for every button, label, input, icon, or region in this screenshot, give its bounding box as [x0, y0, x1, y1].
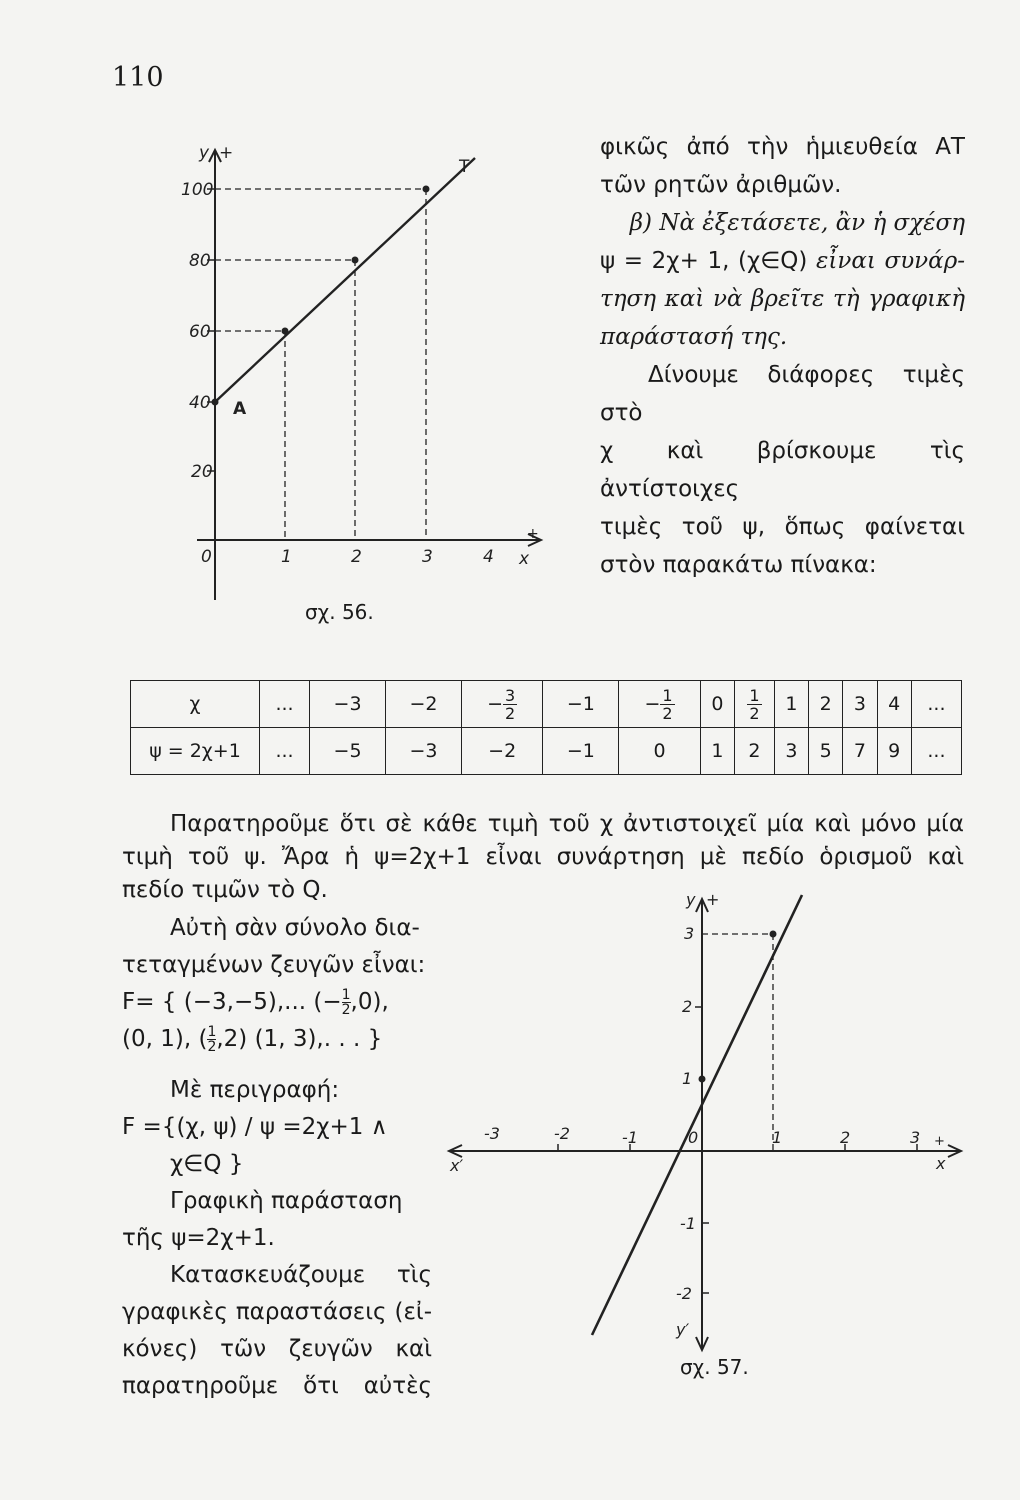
fig56-tick-80: 80	[189, 251, 211, 271]
fig56-line-AT	[215, 158, 475, 402]
table-cell: 3	[774, 728, 808, 775]
after-table-line-3: πεδίο τιμῶν τὸ Q.	[122, 877, 328, 903]
fig57-ytick-3: 3	[684, 924, 695, 943]
table-cell: 2	[809, 681, 843, 728]
fig56-y-label: y	[199, 143, 210, 163]
fig57-y-prime-label: y′	[676, 1320, 690, 1339]
table-cell-frac: − $\frac{3}{2}$	[461, 681, 542, 728]
after-table-line-2: τιμὴ τοῦ ψ. Ἄρα ἡ ψ=2χ+1 εἶναι συνάρτηση μὲ πεδίο ὁρισμοῦ καὶ	[122, 844, 964, 870]
right-line-1: φικῶς ἀπό τὴν ἡμιευθεία ΑΤ	[600, 134, 965, 160]
figure-56	[181, 140, 565, 640]
beta-line-1: β) Νὰ ἐξετάσετε, ἂν ἡ σχέση	[629, 210, 965, 236]
fig57-xtick-2: 2	[840, 1128, 851, 1147]
fig57-ytick-m2: -2	[676, 1284, 692, 1303]
table-cell: ...	[260, 728, 310, 775]
beta-line-2	[600, 242, 965, 280]
table-cell-frac: $\frac{1}{2}$	[735, 681, 775, 728]
left-c2: τῆς ψ=2χ+1.	[122, 1225, 275, 1251]
table-cell: 7	[843, 728, 877, 775]
table-cell: 3	[843, 681, 877, 728]
left-set-2: (0, 1), ( $\frac{1}{2}$ ,2) (1, 3),. . . }	[122, 1024, 383, 1055]
fig57-xtick-m2: -2	[554, 1124, 570, 1143]
beta-line-3: τηση καὶ νὰ βρεῖτε τὴ γραφικὴ	[600, 286, 965, 312]
fig56-point-T: T	[459, 157, 470, 177]
table-cell: −5	[310, 728, 386, 775]
fig56-x-plus: +	[527, 526, 539, 542]
fig57-y-label: y	[686, 890, 696, 909]
fig57-ytick-1: 1	[682, 1069, 693, 1088]
left-column-text	[122, 910, 432, 1405]
fig56-xtick-0: 0	[201, 547, 212, 567]
fig57-caption: σχ. 57.	[680, 1355, 749, 1379]
fig56-point-A: A	[233, 399, 247, 419]
table-cell: 5	[809, 728, 843, 775]
after-table-line-1: Παρατηροῦμε ὅτι σὲ κάθε τιμὴ τοῦ χ ἀντιστοιχεῖ μία καὶ μόνο μία	[170, 811, 964, 837]
table-cell: 1	[774, 681, 808, 728]
fig56-tick-40: 40	[189, 393, 211, 413]
table-cell: ...	[911, 681, 961, 728]
fig56-xtick-2: 2	[351, 547, 362, 567]
beta-equation: ψ = 2χ+ 1, (χ∈Q)	[600, 248, 808, 274]
page-number: 110	[112, 62, 164, 93]
left-d3: κόνες) τῶν ζευγῶν καὶ	[122, 1336, 432, 1362]
table-cell: ...	[260, 681, 310, 728]
para-line-3: τιμὲς τοῦ ψ, ὅπως φαίνεται	[600, 514, 965, 540]
table-row-psi	[131, 728, 962, 775]
table-cell: 1	[700, 728, 734, 775]
fig56-tick-20: 20	[191, 462, 213, 482]
left-d2: γραφικὲς παραστάσεις (εἰ-	[122, 1299, 432, 1325]
table-cell: −2	[461, 728, 542, 775]
fig56-xtick-1: 1	[281, 547, 292, 567]
left-d1: Κατασκευάζουμε τὶς	[170, 1262, 432, 1288]
left-b3: χ∈Q }	[170, 1151, 244, 1177]
left-b1: Μὲ περιγραφή:	[170, 1077, 340, 1103]
fig57-y-plus: +	[706, 890, 720, 909]
para-line-1: Δίνουμε διάφορες τιμὲς στὸ	[600, 362, 965, 426]
left-a2: τεταγμένων ζευγῶν εἶναι:	[122, 952, 426, 978]
table-cell: −2	[386, 681, 462, 728]
left-a1: Αὐτὴ σὰν σύνολο δια-	[170, 915, 420, 941]
table-cell: 0	[700, 681, 734, 728]
para-line-2: χ καὶ βρίσκουμε τὶς ἀντίστοιχες	[600, 438, 965, 502]
fig56-x-label: x	[519, 549, 530, 569]
table-cell: −3	[310, 681, 386, 728]
values-table	[130, 680, 962, 775]
table-header-x: χ	[131, 681, 260, 728]
table-cell: −1	[543, 728, 619, 775]
para-line-4: στὸν παρακάτω πίνακα:	[600, 552, 877, 578]
fig57-x-label: x	[936, 1154, 946, 1173]
fig57-ytick-2: 2	[682, 997, 693, 1016]
table-cell: −3	[386, 728, 462, 775]
table-cell: −1	[543, 681, 619, 728]
table-cell-frac: − $\frac{1}{2}$	[619, 681, 700, 728]
fig57-graph-line	[592, 895, 802, 1335]
fig57-x-prime-label: x′	[450, 1156, 464, 1175]
fig57-xtick-m1: -1	[622, 1128, 638, 1147]
fig56-y-plus: +	[219, 143, 234, 163]
right-line-2: τῶν ρητῶν ἀριθμῶν.	[600, 172, 842, 198]
table-cell: 4	[877, 681, 911, 728]
table-cell: 2	[735, 728, 775, 775]
table-cell: 9	[877, 728, 911, 775]
left-b2: F ={(χ, ψ) / ψ =2χ+1 ∧	[122, 1114, 388, 1140]
fig56-tick-60: 60	[189, 322, 211, 342]
table-header-psi: ψ = 2χ+1	[131, 728, 260, 775]
beta-line-4: παράστασή της.	[600, 324, 788, 350]
beta-line-2-end: εἶναι συνάρ-	[816, 248, 965, 274]
left-set-1: F= { (−3,−5),... (− $\frac{1}{2}$ ,0),	[122, 987, 389, 1018]
table-cell: ...	[911, 728, 961, 775]
table-cell: 0	[619, 728, 700, 775]
fig56-xtick-3: 3	[422, 547, 433, 567]
fig57-xtick-0: 0	[688, 1128, 699, 1147]
fig57-xtick-1: 1	[772, 1128, 783, 1147]
fig57-xtick-m3: -3	[484, 1124, 500, 1143]
fig56-caption: σχ. 56.	[305, 600, 374, 624]
right-column-text	[600, 128, 965, 584]
figure-57	[440, 885, 970, 1365]
left-c1: Γραφικὴ παράσταση	[170, 1188, 403, 1214]
table-row-x	[131, 681, 962, 728]
fig57-xtick-3: 3	[910, 1128, 921, 1147]
fig56-tick-100: 100	[181, 180, 214, 200]
fig57-ytick-m1: -1	[680, 1214, 696, 1233]
fig57-x-plus: +	[934, 1134, 945, 1149]
fig56-xtick-4: 4	[483, 547, 494, 567]
left-d4: παρατηροῦμε ὅτι αὐτὲς	[122, 1373, 432, 1399]
